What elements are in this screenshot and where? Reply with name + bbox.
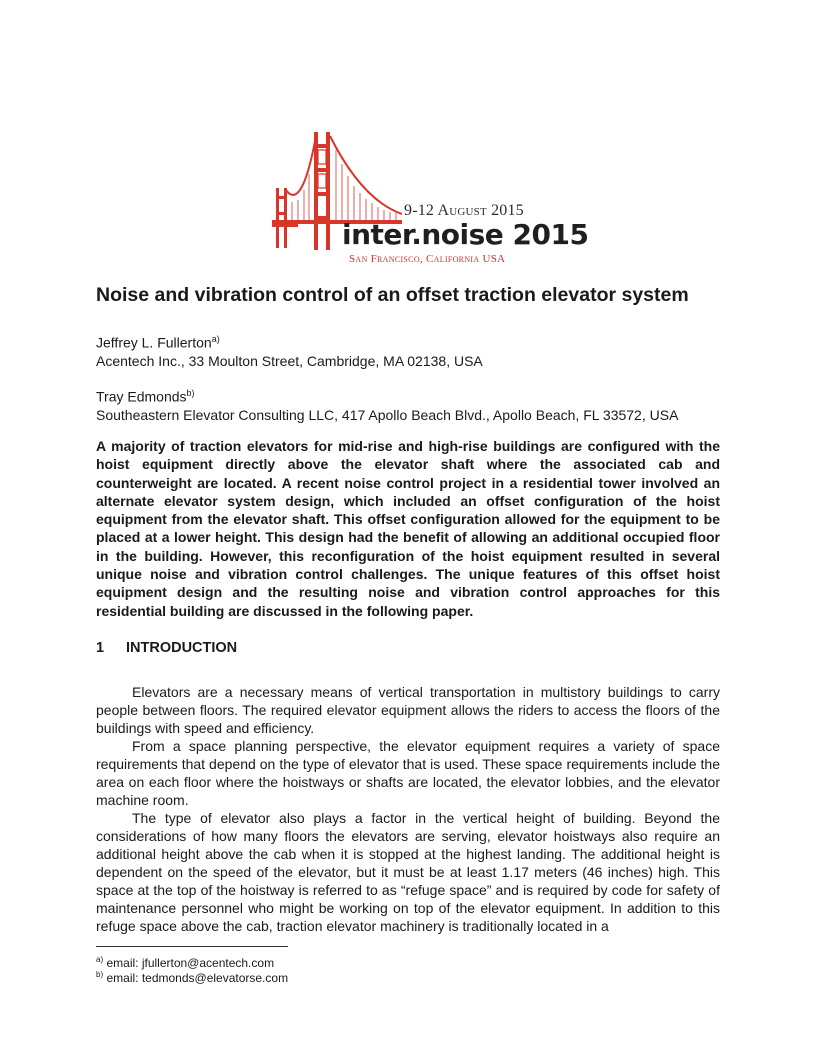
author-name: Tray Edmonds xyxy=(96,388,187,405)
author-name: Jeffrey L. Fullerton xyxy=(96,334,212,351)
conference-location: San Francisco, California USA xyxy=(349,253,506,265)
conference-date: 9-12 August 2015 xyxy=(404,202,524,219)
conference-name: inter.noise 2015 xyxy=(342,218,589,251)
footnote-mark: a) xyxy=(96,955,104,964)
paragraph: The type of elevator also plays a factor in the vertical height of building. Beyond the considerations of how many floors the elevators are serving, elevator hoistways also require an additional height above the cab when it is stopped at the highest landing. The additional height is dependent on the speed of the elevator, but it must be at least 1.17 meters (46 inches) high. This space at the top of the hoistway is referred to as “refuge space” and is required by code for safety of maintenance personnel who might be working on top of the elevator equipment. In addition to this refuge space above the cab, traction elevator machinery is traditionally located in a xyxy=(96,810,720,934)
footnote xyxy=(96,968,288,985)
section-heading xyxy=(96,640,716,656)
section-title: INTRODUCTION xyxy=(126,640,238,656)
footnote-divider xyxy=(96,946,288,947)
author-affiliation: Southeastern Elevator Consulting LLC, 417 Apollo Beach Blvd., Apollo Beach, FL 33572, USA xyxy=(96,406,679,423)
footnote-email: email: jfullerton@acentech.com xyxy=(106,956,275,970)
author-block xyxy=(96,330,736,370)
author-footnote-mark: a) xyxy=(211,334,220,344)
section-number: 1 xyxy=(96,640,105,656)
author-affiliation: Acentech Inc., 33 Moulton Street, Cambridge, MA 02138, USA xyxy=(96,352,483,369)
paper-title: Noise and vibration control of an offset traction elevator system xyxy=(96,284,689,306)
section-body xyxy=(96,683,720,935)
abstract: A majority of traction elevators for mid-rise and high-rise buildings are configured with the hoist equipment directly above the elevator shaft where the associated cab and counterweight are located. A recent noise control project in a residential tower involved an alternate elevator system design, which included an offset configuration of the hoist equipment from the elevator shaft. This offset configuration allowed for the equipment to be placed at a lower height. This design had the benefit of allowing an additional occupied floor in the building. However, this reconfiguration of the hoist equipment resulted in several unique noise and vibration control challenges. The unique features of this offset hoist equipment design and the resulting noise and vibration control approaches for this residential building are discussed in the following paper. xyxy=(96,438,720,619)
paragraph: From a space planning perspective, the elevator equipment requires a variety of space requirements that depend on the type of elevator that is used. These space requirements include the area on each floor where the hoistways or shafts are located, the elevator lobbies, and the elevator machine room. xyxy=(96,738,720,808)
author-footnote-mark: b) xyxy=(186,388,195,398)
footnote-mark: b) xyxy=(96,970,104,979)
conference-logo xyxy=(272,130,589,270)
author-block xyxy=(96,384,736,424)
footnote-email: email: tedmonds@elevatorse.com xyxy=(106,971,289,985)
paragraph: Elevators are a necessary means of vertical transportation in multistory buildings to carry people between floors. The required elevator equipment allows the riders to access the floors of the buildings with speed and efficiency. xyxy=(96,684,720,736)
